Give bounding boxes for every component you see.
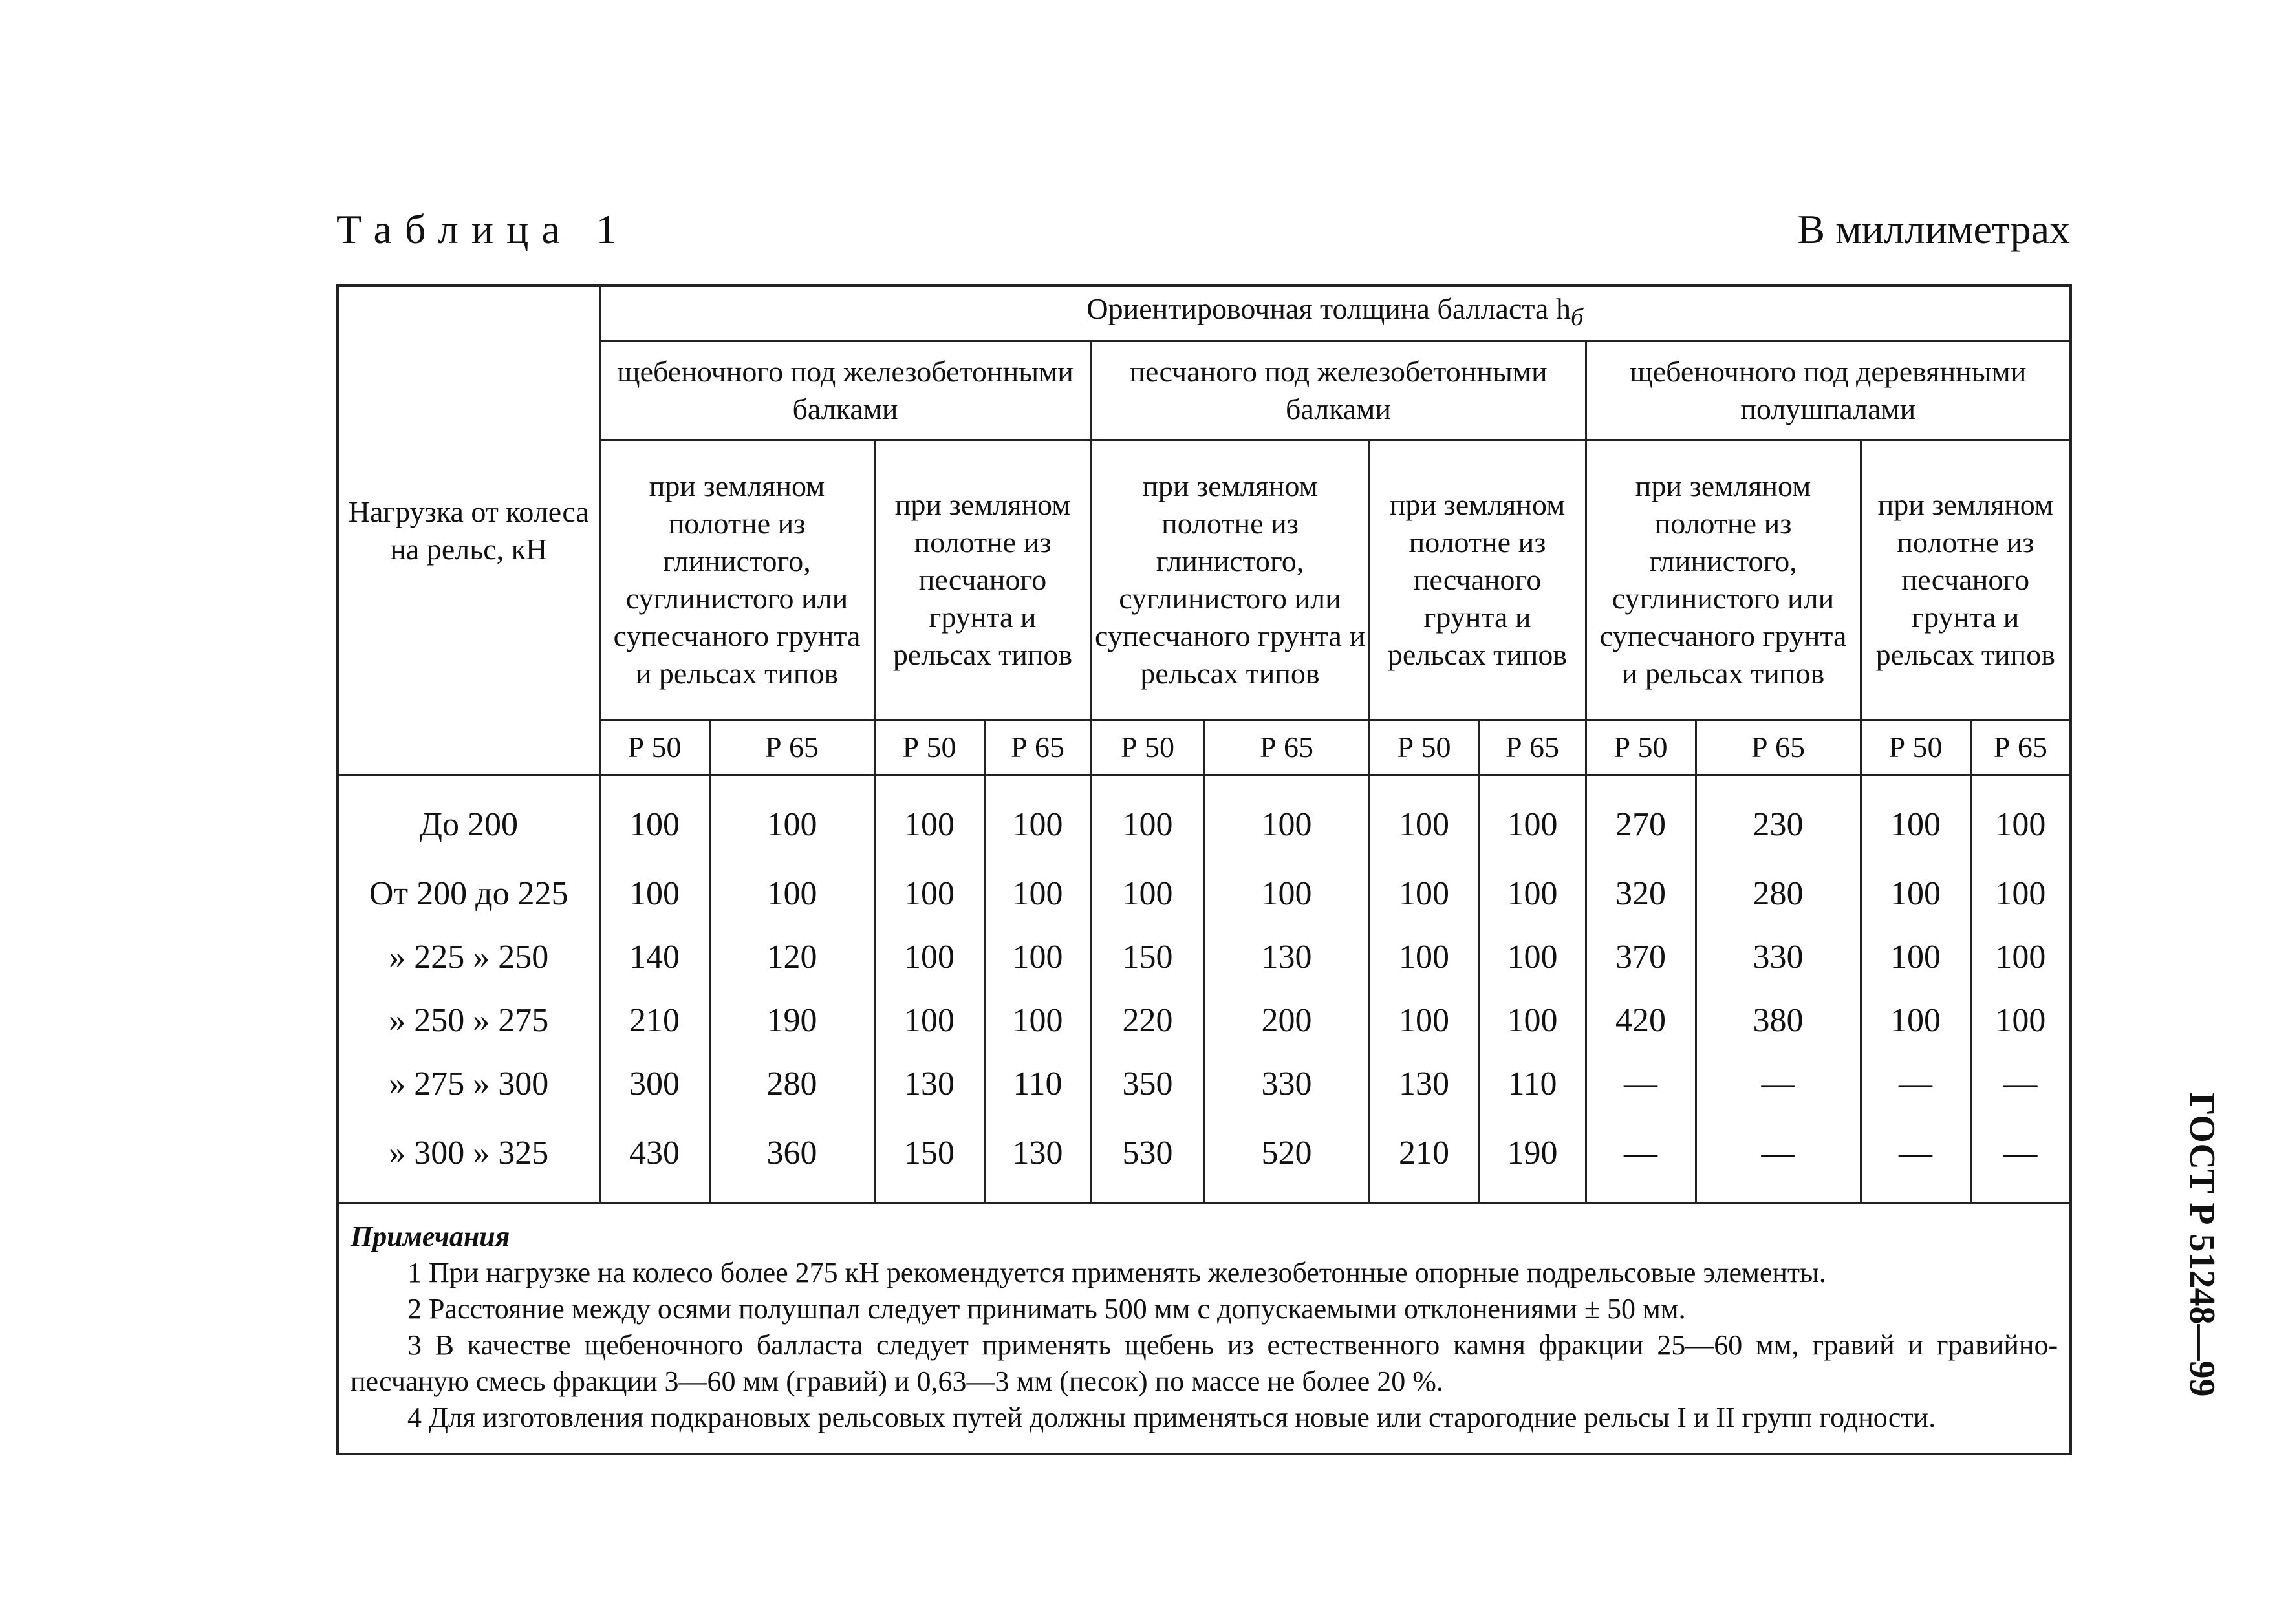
thickness-value-cell: 150 <box>1091 926 1204 989</box>
thickness-value-cell: — <box>1696 1052 1861 1116</box>
table-row <box>338 926 2071 989</box>
ballast-thickness-table <box>336 284 2072 1455</box>
table-body <box>338 775 2071 1204</box>
thickness-value-cell: 100 <box>1091 775 1204 863</box>
group-header-sand-concrete: песчаного под железобетонными балками <box>1091 341 1586 440</box>
thickness-value-cell: 100 <box>1970 862 2071 926</box>
thickness-value-cell: 100 <box>1479 775 1586 863</box>
thickness-value-cell: 120 <box>709 926 874 989</box>
thickness-value-cell: 190 <box>1479 1116 1586 1204</box>
units-label: В миллиметрах <box>1797 206 2070 252</box>
load-range-cell: » 275 » 300 <box>338 1052 599 1116</box>
subgroup-clay-soil: при земляном полотне из глинистого, суглинистого или супесчаного грунта и рельсах типов <box>1091 440 1369 720</box>
thickness-value-cell: 530 <box>1091 1116 1204 1204</box>
thickness-value-cell: 100 <box>1479 926 1586 989</box>
thickness-value-cell: 100 <box>874 989 984 1052</box>
rail-type-p50: Р 50 <box>1091 720 1204 775</box>
thickness-value-cell: 140 <box>599 926 709 989</box>
thickness-value-cell: 230 <box>1696 775 1861 863</box>
thickness-value-cell: 100 <box>874 926 984 989</box>
thickness-value-cell: 130 <box>874 1052 984 1116</box>
note-item: 1 При нагрузке на колесо более 275 кН рекомендуется применять железобетонные опорные подрельсовые элементы. <box>407 1257 1826 1288</box>
thickness-value-cell: — <box>1970 1116 2071 1204</box>
thickness-value-cell: 100 <box>1091 862 1204 926</box>
rail-type-p65: Р 65 <box>1696 720 1861 775</box>
thickness-value-cell: 220 <box>1091 989 1204 1052</box>
thickness-value-cell: 100 <box>709 862 874 926</box>
note-item: 2 Расстояние между осями полушпал следует принимать 500 мм с допускаемыми отклонениями ± 50 мм. <box>407 1293 1686 1325</box>
notes-section <box>338 1204 2071 1455</box>
rail-type-p65: Р 65 <box>984 720 1091 775</box>
thickness-value-cell: 430 <box>599 1116 709 1204</box>
thickness-value-cell: 130 <box>984 1116 1091 1204</box>
subgroup-clay-soil: при земляном полотне из глинистого, суглинистого или супесчаного грунта и рельсах типов <box>1586 440 1861 720</box>
rail-type-p50: Р 50 <box>1369 720 1479 775</box>
thickness-value-cell: 150 <box>874 1116 984 1204</box>
thickness-value-cell: 100 <box>984 926 1091 989</box>
thickness-value-cell: 100 <box>1970 989 2071 1052</box>
thickness-value-cell: 350 <box>1091 1052 1204 1116</box>
thickness-value-cell: 100 <box>1369 775 1479 863</box>
thickness-value-cell: 100 <box>1861 862 1970 926</box>
thickness-value-cell: 110 <box>984 1052 1091 1116</box>
subgroup-sand-soil: при земляном полотне из песчаного грунта и рельсах типов <box>1861 440 2071 720</box>
thickness-value-cell: 300 <box>599 1052 709 1116</box>
thickness-value-cell: 100 <box>1970 775 2071 863</box>
thickness-value-cell: — <box>1586 1116 1696 1204</box>
top-header-cell <box>599 286 2071 341</box>
rail-type-p50: Р 50 <box>599 720 709 775</box>
thickness-value-cell: 100 <box>1369 862 1479 926</box>
thickness-value-cell: 130 <box>1369 1052 1479 1116</box>
subgroup-clay-soil: при земляном полотне из глинистого, суглинистого или супесчаного грунта и рельсах типов <box>599 440 874 720</box>
thickness-value-cell: 100 <box>1204 862 1369 926</box>
note-item: 4 Для изготовления подкрановых рельсовых путей должны применяться новые или старогодние рельсы I и II групп годности. <box>407 1402 1936 1433</box>
table-row <box>338 1116 2071 1204</box>
thickness-value-cell: 100 <box>1369 926 1479 989</box>
load-range-cell: До 200 <box>338 775 599 863</box>
thickness-value-cell: 100 <box>984 862 1091 926</box>
standard-code: ГОСТ Р 51248—99 <box>2182 1093 2222 1397</box>
thickness-value-cell: 330 <box>1696 926 1861 989</box>
thickness-value-cell: 280 <box>709 1052 874 1116</box>
thickness-value-cell: 210 <box>599 989 709 1052</box>
notes-heading: Примечания <box>351 1221 510 1252</box>
thickness-value-cell: 270 <box>1586 775 1696 863</box>
row-header-cell <box>338 286 599 775</box>
thickness-value-cell: 320 <box>1586 862 1696 926</box>
thickness-value-cell: 100 <box>1970 926 2071 989</box>
thickness-value-cell: 280 <box>1696 862 1861 926</box>
load-range-cell: » 250 » 275 <box>338 989 599 1052</box>
rail-type-p50: Р 50 <box>1861 720 1970 775</box>
thickness-value-cell: 100 <box>874 775 984 863</box>
group-header-crushed-concrete: щебеночного под железобетонными балками <box>599 341 1091 440</box>
rail-type-p65: Р 65 <box>709 720 874 775</box>
thickness-value-cell: 100 <box>1204 775 1369 863</box>
thickness-value-cell: — <box>1586 1052 1696 1116</box>
thickness-value-cell: 100 <box>599 775 709 863</box>
thickness-value-cell: 100 <box>599 862 709 926</box>
thickness-value-cell: 360 <box>709 1116 874 1204</box>
note-item: 3 В качестве щебеночного балласта следует применять щебень из естественного камня фракции 25—60 мм, гравий и гравийно-песчаную смесь фракции 3—60 мм (гравий) и 0,63—3 мм (песок) по массе не более 20 %. <box>351 1329 2058 1397</box>
load-range-cell: От 200 до 225 <box>338 862 599 926</box>
thickness-value-cell: 100 <box>1861 989 1970 1052</box>
rail-type-p65: Р 65 <box>1479 720 1586 775</box>
row-header-label: Нагрузка от колеса на рельс, кН <box>348 495 589 566</box>
thickness-value-cell: 100 <box>1479 989 1586 1052</box>
thickness-value-cell: 100 <box>1369 989 1479 1052</box>
thickness-value-cell: 370 <box>1586 926 1696 989</box>
table-caption: Таблица 1 <box>336 206 630 252</box>
subgroup-sand-soil: при земляном полотне из песчаного грунта и рельсах типов <box>1369 440 1586 720</box>
table-row <box>338 775 2071 863</box>
thickness-value-cell: — <box>1861 1052 1970 1116</box>
thickness-value-cell: 110 <box>1479 1052 1586 1116</box>
thickness-value-cell: 330 <box>1204 1052 1369 1116</box>
group-header-crushed-timber: щебеночного под деревянными полушпалами <box>1586 341 2071 440</box>
thickness-value-cell: 380 <box>1696 989 1861 1052</box>
thickness-value-cell: 210 <box>1369 1116 1479 1204</box>
thickness-value-cell: — <box>1696 1116 1861 1204</box>
thickness-value-cell: 200 <box>1204 989 1369 1052</box>
subgroup-sand-soil: при земляном полотне из песчаного грунта и рельсах типов <box>874 440 1091 720</box>
thickness-value-cell: 420 <box>1586 989 1696 1052</box>
thickness-value-cell: 100 <box>1861 775 1970 863</box>
thickness-value-cell: 520 <box>1204 1116 1369 1204</box>
rail-type-p65: Р 65 <box>1970 720 2071 775</box>
table-row <box>338 1052 2071 1116</box>
thickness-value-cell: 100 <box>1861 926 1970 989</box>
thickness-value-cell: 190 <box>709 989 874 1052</box>
thickness-value-cell: — <box>1970 1052 2071 1116</box>
load-range-cell: » 300 » 325 <box>338 1116 599 1204</box>
thickness-value-cell: 100 <box>874 862 984 926</box>
rail-type-p50: Р 50 <box>1586 720 1696 775</box>
thickness-value-cell: — <box>1861 1116 1970 1204</box>
thickness-value-cell: 100 <box>1479 862 1586 926</box>
load-range-cell: » 225 » 250 <box>338 926 599 989</box>
rail-type-p65: Р 65 <box>1204 720 1369 775</box>
top-header-subscript: б <box>1570 304 1584 332</box>
thickness-value-cell: 100 <box>984 775 1091 863</box>
thickness-value-cell: 130 <box>1204 926 1369 989</box>
thickness-value-cell: 100 <box>709 775 874 863</box>
table-row <box>338 862 2071 926</box>
top-header-label: Ориентировочная толщина балласта h <box>1086 292 1571 326</box>
table-row <box>338 989 2071 1052</box>
rail-type-p50: Р 50 <box>874 720 984 775</box>
thickness-value-cell: 100 <box>984 989 1091 1052</box>
